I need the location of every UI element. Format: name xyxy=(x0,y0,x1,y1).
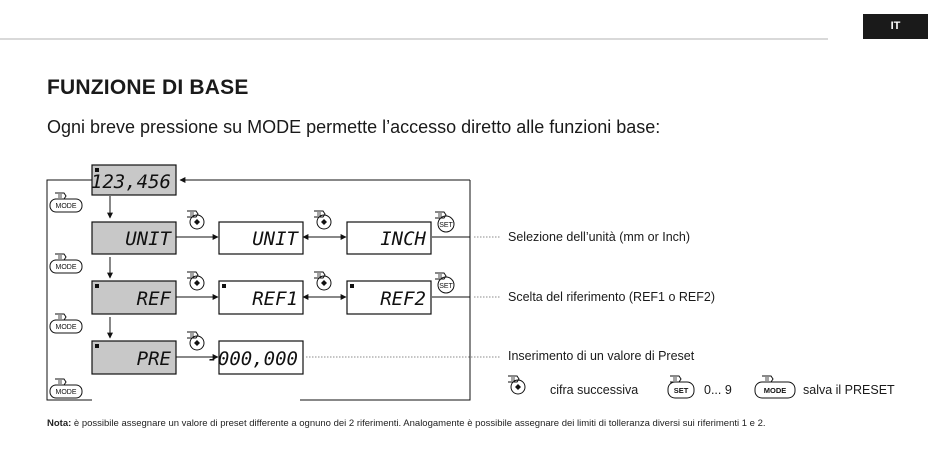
display-unit-alt xyxy=(219,222,303,254)
desc-preset: Inserimento di un valore di Preset xyxy=(508,349,695,363)
next-button-icon xyxy=(187,332,204,350)
hand-icon xyxy=(55,379,66,385)
mode-button-2-label: MODE xyxy=(55,264,77,271)
mode-button-1-label: MODE xyxy=(55,203,77,210)
mode-button-1 xyxy=(50,193,82,212)
set-button-1 xyxy=(435,212,454,232)
display-unit xyxy=(92,222,176,254)
legend-mode xyxy=(755,376,795,398)
display-inch-text: INCH xyxy=(380,228,426,250)
next-button-icon xyxy=(314,272,331,290)
page-title: FUNZIONE DI BASE xyxy=(47,76,249,99)
hand-icon xyxy=(55,254,66,260)
display-main xyxy=(91,165,176,195)
footnote-label: Nota: xyxy=(47,418,72,429)
mode-button-3 xyxy=(50,314,82,333)
legend-mode-label: MODE xyxy=(763,386,787,395)
display-ref xyxy=(92,281,176,314)
desc-unit: Selezione dell’unità (mm or Inch) xyxy=(508,230,691,244)
hand-icon xyxy=(55,314,66,320)
display-pre xyxy=(92,341,176,374)
hand-icon xyxy=(55,193,66,199)
language-badge: IT xyxy=(863,14,928,39)
display-preset-value-text: -000,000 xyxy=(206,348,298,370)
page-subtitle: Ogni breve pressione su MODE permette l’accesso diretto alle funzioni base: xyxy=(47,117,661,137)
mode-button-4 xyxy=(50,379,82,398)
footnote-text: è possibile assegnare un valore di preset differente a ognuno dei 2 riferimenti. Analogamente è possibile assegnare dei limiti di tolleranza diversi sui riferimenti 1 e 2. xyxy=(71,418,766,429)
next-button-icon xyxy=(314,211,331,229)
legend-save-label: salva il PRESET xyxy=(803,383,895,397)
display-main-text: 123,456 xyxy=(90,171,171,193)
set-button-1-label: SET xyxy=(439,222,453,229)
legend-next-label: cifra successiva xyxy=(550,383,639,397)
footnote xyxy=(47,418,766,429)
display-ref1 xyxy=(219,281,303,314)
legend-next xyxy=(508,376,525,394)
desc-ref: Scelta del riferimento (REF1 o REF2) xyxy=(508,290,716,304)
display-unit-text: UNIT xyxy=(125,228,171,250)
set-button-2-label: SET xyxy=(439,283,453,290)
display-pre-text: PRE xyxy=(136,348,171,370)
display-ref2-text: REF2 xyxy=(380,288,426,310)
legend-set xyxy=(668,376,694,398)
display-inch xyxy=(347,222,431,254)
mode-button-2 xyxy=(50,254,82,273)
legend-set-label: SET xyxy=(673,386,689,395)
set-button-2 xyxy=(435,273,454,293)
next-button-icon xyxy=(187,272,204,290)
legend-digits-label: 0... 9 xyxy=(704,383,732,397)
display-preset-value xyxy=(206,341,303,374)
display-ref-text: REF xyxy=(136,288,171,310)
mode-button-4-label: MODE xyxy=(55,389,77,396)
display-unit-alt-text: UNIT xyxy=(252,228,298,250)
next-button-icon xyxy=(187,211,204,229)
display-ref1-text: REF1 xyxy=(252,288,298,310)
mode-button-3-label: MODE xyxy=(55,324,77,331)
display-ref2 xyxy=(347,281,431,314)
